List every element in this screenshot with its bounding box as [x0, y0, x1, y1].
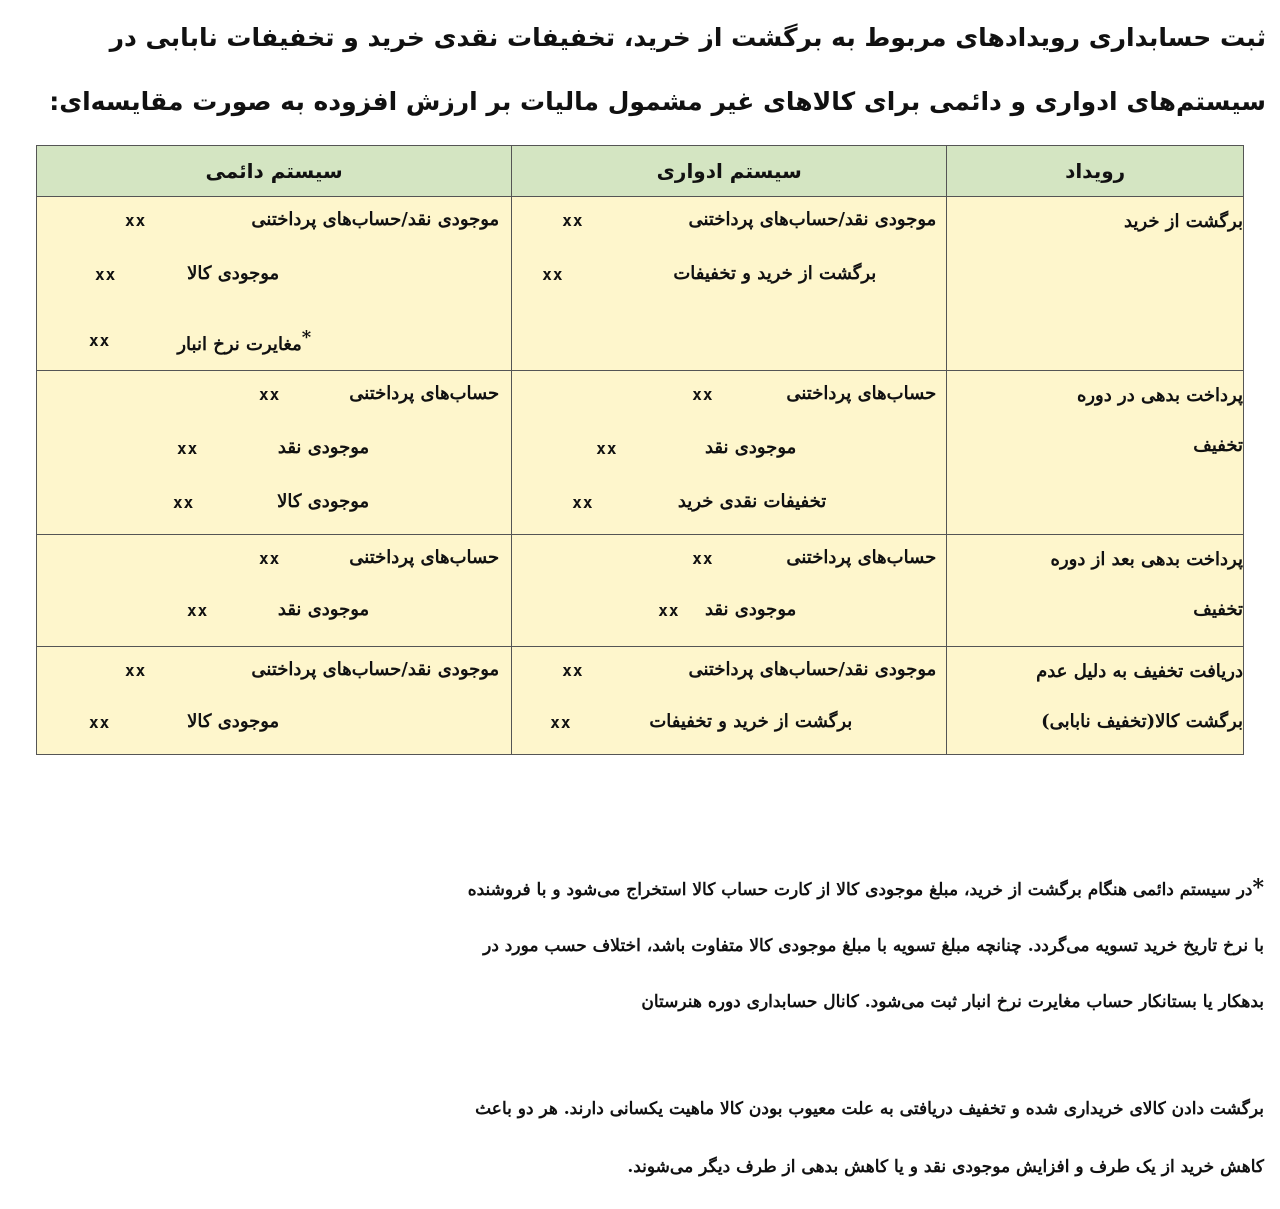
table-row	[37, 535, 1244, 647]
credit-account: موجودی کالا	[187, 711, 280, 732]
footnote	[14, 860, 1264, 1030]
event-cell	[947, 535, 1244, 647]
periodic-entry-cell	[512, 647, 947, 755]
debit-amount: xx	[259, 549, 281, 568]
header-event: رویداد	[947, 146, 1244, 197]
debit-account: حساب‌های پرداختنی	[786, 547, 937, 568]
perpetual-entry-cell	[37, 535, 512, 647]
debit-amount: xx	[259, 385, 281, 404]
table-header-row	[37, 146, 1244, 197]
event-label-line: پرداخت بدهی در دوره	[1076, 385, 1243, 406]
perpetual-entry-cell	[37, 197, 512, 371]
credit-amount: xx	[89, 713, 111, 732]
debit-amount: xx	[692, 549, 714, 568]
debit-account: موجودی نقد/حساب‌های پرداختنی	[251, 209, 500, 230]
debit-amount: xx	[562, 661, 584, 680]
debit-account: حساب‌های پرداختنی	[349, 547, 500, 568]
debit-amount: xx	[562, 211, 584, 230]
footnote-marker: *	[1252, 875, 1264, 901]
heading-line-2: سیستم‌های ادواری و دائمی برای کالاهای غیر مشمول مالیات بر ارزش افزوده به صورت مقایسه‌ای:	[49, 87, 1266, 116]
perpetual-entry-cell	[37, 647, 512, 755]
footnote-line-3: بدهکار یا بستانکار حساب مغایرت نرخ انبار ثبت می‌شود. کانال حسابداری دوره هنرستان	[641, 992, 1264, 1012]
debit-account: حساب‌های پرداختنی	[349, 383, 500, 404]
header-periodic-system: سیستم ادواری	[512, 146, 947, 197]
credit-amount: xx	[95, 265, 117, 284]
credit-amount: xx	[596, 439, 618, 458]
credit-account: موجودی کالا	[187, 263, 280, 284]
event-label-line: دریافت تخفیف به دلیل عدم	[1036, 661, 1243, 682]
paragraph-line-2: کاهش خرید از یک طرف و افزایش موجودی نقد و یا کاهش بدهی از طرف دیگر می‌شوند.	[627, 1157, 1264, 1177]
comparison-table	[36, 145, 1244, 755]
page-heading	[14, 6, 1266, 134]
debit-amount: xx	[125, 661, 147, 680]
credit-account: موجودی نقد	[277, 437, 370, 458]
credit-account: برگشت از خرید و تخفیفات	[649, 711, 853, 732]
credit-amount: xx	[572, 493, 594, 512]
credit-account: موجودی نقد	[704, 599, 797, 620]
event-label-line: تخفیف	[1193, 599, 1243, 620]
table-row	[37, 371, 1244, 535]
credit-account: تخفیفات نقدی خرید	[677, 491, 827, 512]
paragraph-line-1: برگشت دادن کالای خریداری شده و تخفیف دریافتی به علت معیوب بودن کالا ماهیت یکسانی دارند. هر دو باعث	[475, 1099, 1264, 1119]
event-cell	[947, 371, 1244, 535]
periodic-entry-cell	[512, 197, 947, 371]
credit-amount: xx	[177, 439, 199, 458]
event-label-line: تخفیف	[1193, 435, 1243, 456]
credit-account: *مغایرت نرخ انبار	[177, 327, 312, 355]
heading-line-1: ثبت حسابداری رویدادهای مربوط به برگشت از خرید، تخفیفات نقدی خرید و تخفیفات نابابی در	[109, 23, 1266, 52]
debit-account: موجودی نقد/حساب‌های پرداختنی	[688, 209, 937, 230]
event-cell	[947, 647, 1244, 755]
footnote-line-1: *در سیستم دائمی هنگام برگشت از خرید، مبلغ موجودی کالا از کارت حساب کالا استخراج می‌شود و با فروشنده	[467, 875, 1264, 901]
debit-account: موجودی نقد/حساب‌های پرداختنی	[251, 659, 500, 680]
debit-account: موجودی نقد/حساب‌های پرداختنی	[688, 659, 937, 680]
footnote-marker: *	[301, 327, 312, 348]
event-label-line: برگشت کالا(تخفیف نابابی)	[1041, 711, 1243, 732]
perpetual-entry-cell	[37, 371, 512, 535]
event-cell	[947, 197, 1244, 371]
credit-amount: xx	[89, 331, 111, 350]
credit-amount: xx	[542, 265, 564, 284]
event-label-line: پرداخت بدهی بعد از دوره	[1050, 549, 1243, 570]
debit-amount: xx	[125, 211, 147, 230]
credit-account: موجودی کالا	[277, 491, 370, 512]
body-paragraph	[14, 1080, 1264, 1196]
debit-amount: xx	[692, 385, 714, 404]
header-perpetual-system: سیستم دائمی	[37, 146, 512, 197]
debit-account: حساب‌های پرداختنی	[786, 383, 937, 404]
table-row	[37, 647, 1244, 755]
event-label: برگشت از خرید	[1124, 211, 1243, 232]
table-row	[37, 197, 1244, 371]
credit-amount: xx	[658, 601, 680, 620]
credit-amount: xx	[550, 713, 572, 732]
footnote-line-2: با نرخ تاریخ خرید تسویه می‌گردد. چنانچه مبلغ تسویه با مبلغ موجودی کالا متفاوت باشد، اختلاف حسب مورد در	[483, 936, 1264, 956]
periodic-entry-cell	[512, 535, 947, 647]
credit-amount: xx	[173, 493, 195, 512]
credit-account: برگشت از خرید و تخفیفات	[673, 263, 877, 284]
credit-amount: xx	[187, 601, 209, 620]
credit-account: موجودی نقد	[277, 599, 370, 620]
periodic-entry-cell	[512, 371, 947, 535]
credit-account: موجودی نقد	[704, 437, 797, 458]
